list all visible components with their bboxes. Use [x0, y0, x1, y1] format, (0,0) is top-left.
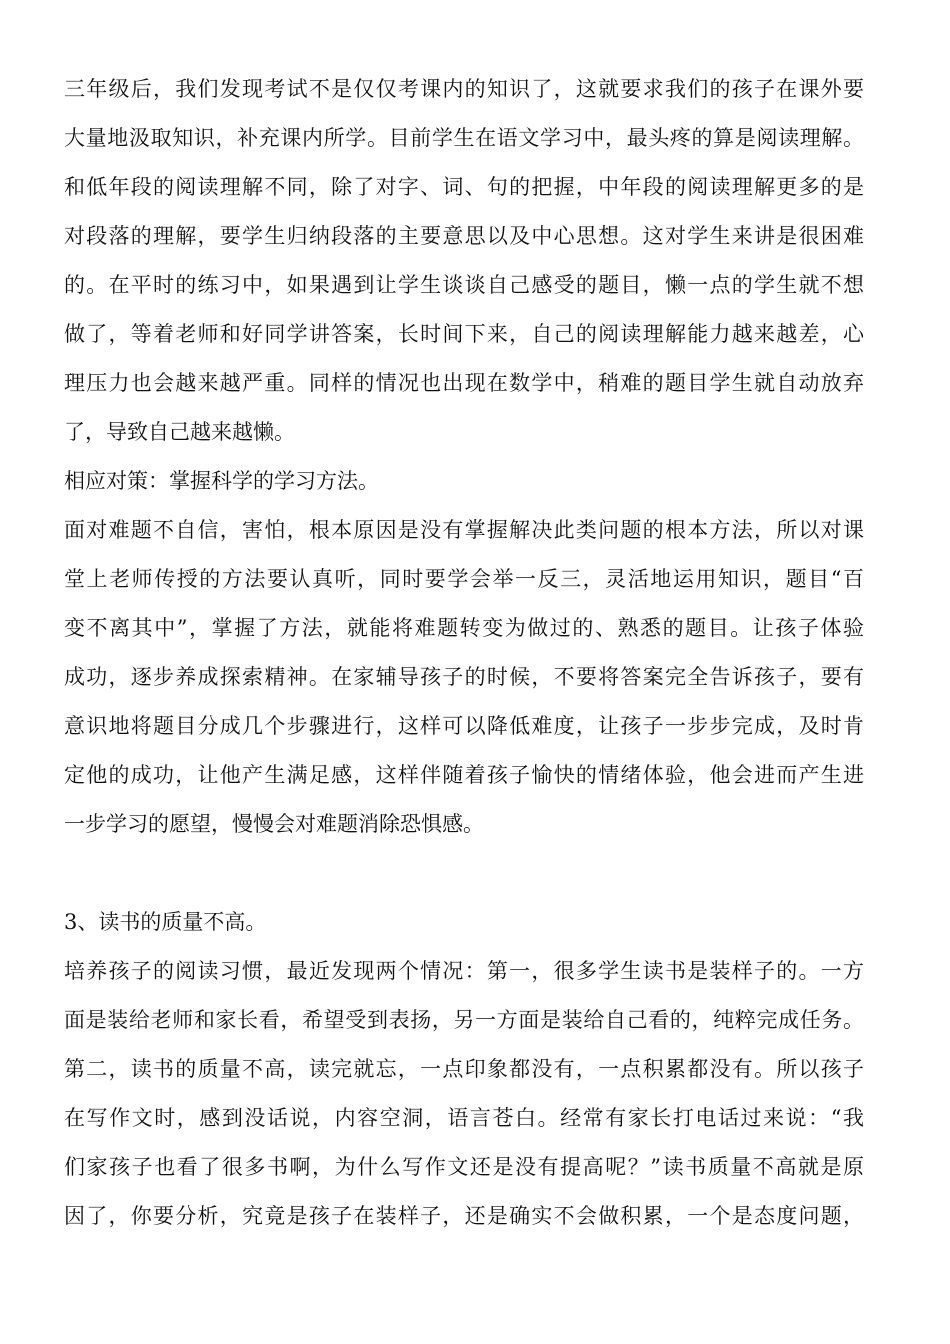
section-heading: 3、读书的质量不高。	[64, 910, 267, 934]
text-line: 成功，逐步养成探索精神。在家辅导孩子的时候，不要将答案完全告诉孩子，要有	[64, 665, 864, 689]
text-line: 变不离其中”，掌握了方法，就能将难题转变为做过的、熟悉的题目。让孩子体验	[64, 616, 864, 640]
text-line: 做了，等着老师和好同学讲答案，长时间下来，自己的阅读理解能力越来越差，心	[64, 322, 864, 346]
text-line: 堂上老师传授的方法要认真听，同时要学会举一反三，灵活地运用知识，题目“百	[64, 567, 864, 591]
text-line: 一步学习的愿望，慢慢会对难题消除恐惧感。	[64, 812, 484, 836]
text-line: 因了，你要分析，究竟是孩子在装样子，还是确实不会做积累，一个是态度问题，	[64, 1204, 864, 1228]
text-line: 对段落的理解，要学生归纳段落的主要意思以及中心思想。这对学生来讲是很困难	[64, 224, 864, 248]
strategy-heading: 相应对策：掌握科学的学习方法。	[64, 469, 379, 493]
text-line: 培养孩子的阅读习惯，最近发现两个情况：第一，很多学生读书是装样子的。一方	[64, 959, 864, 983]
text-line: 的。在平时的练习中，如果遇到让学生谈谈自己感受的题目，懒一点的学生就不想	[64, 273, 864, 297]
text-line: 意识地将题目分成几个步骤进行，这样可以降低难度，让孩子一步步完成，及时肯	[64, 714, 864, 738]
document-body	[64, 71, 864, 1247]
text-line: 大量地汲取知识，补充课内所学。目前学生在语文学习中，最头疼的算是阅读理解。	[64, 126, 864, 150]
text-line: 们家孩子也看了很多书啊，为什么写作文还是没有提高呢？”读书质量不高就是原	[64, 1155, 864, 1179]
blank-line	[64, 855, 864, 904]
text-line: 定他的成功，让他产生满足感，这样伴随着孩子愉快的情绪体验，他会进而产生进	[64, 763, 864, 787]
text-line: 面对难题不自信，害怕，根本原因是没有掌握解决此类问题的根本方法，所以对课	[64, 518, 864, 542]
text-line: 面是装给老师和家长看，希望受到表扬，另一方面是装给自己看的，纯粹完成任务。	[64, 1008, 864, 1032]
text-line: 理压力也会越来越严重。同样的情况也出现在数学中，稍难的题目学生就自动放弃	[64, 371, 864, 395]
text-line: 三年级后，我们发现考试不是仅仅考课内的知识了，这就要求我们的孩子在课外要	[64, 77, 864, 101]
text-line: 和低年段的阅读理解不同，除了对字、词、句的把握，中年段的阅读理解更多的是	[64, 175, 864, 199]
text-line: 在写作文时，感到没话说，内容空洞，语言苍白。经常有家长打电话过来说：“我	[64, 1106, 864, 1130]
text-line: 了，导致自己越来越懒。	[64, 420, 295, 444]
text-line: 第二，读书的质量不高，读完就忘，一点印象都没有，一点积累都没有。所以孩子	[64, 1057, 864, 1081]
